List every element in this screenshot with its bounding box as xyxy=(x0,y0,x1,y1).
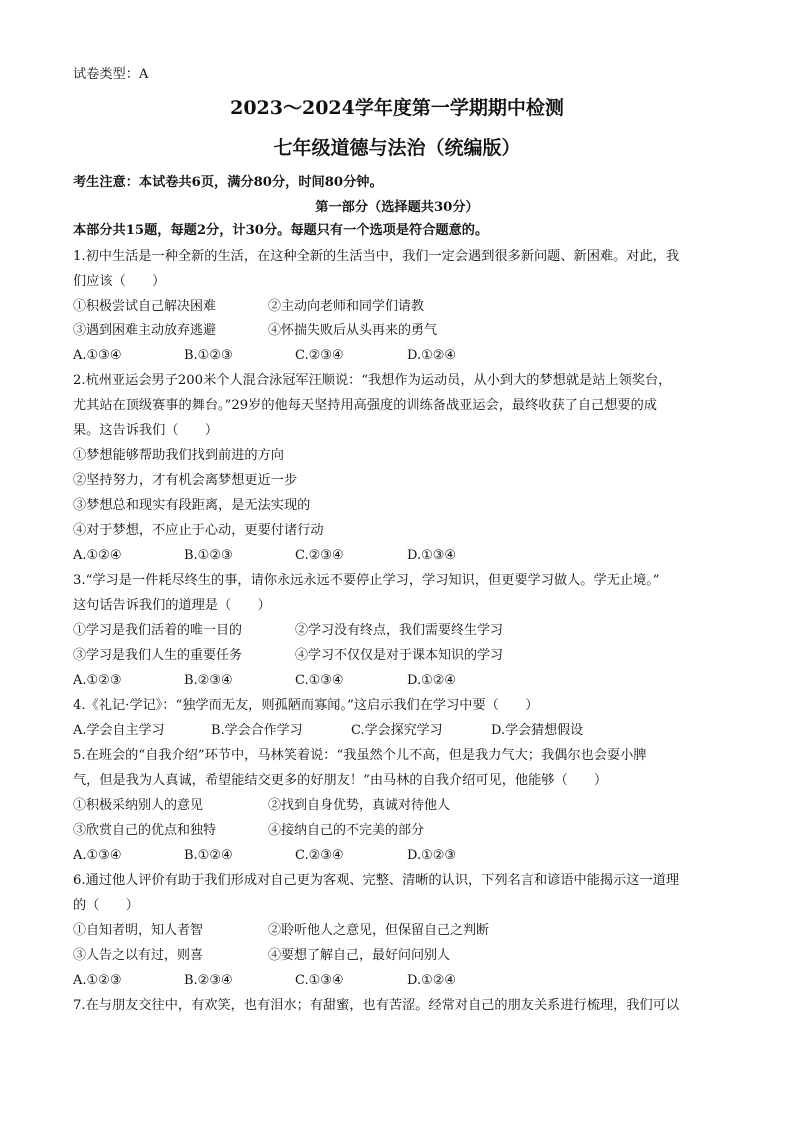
question-5-item-1: ①积极采纳别人的意见 xyxy=(73,798,204,813)
question-1-stem-line-1: 1.初中生活是一种全新的生活，在这种全新的生活当中，我们一定会遇到很多新问题、新困难。对此，我 xyxy=(73,249,680,264)
question-6-choice-d[interactable]: D.①②④ xyxy=(407,973,457,988)
question-6-choice-b[interactable]: B.②③④ xyxy=(184,973,233,988)
question-3-item-3: ③学习是我们人生的重要任务 xyxy=(73,648,243,663)
question-3-choice-c[interactable]: C.①③④ xyxy=(295,673,344,688)
question-6-stem-line-2: 的（ ） xyxy=(73,898,139,913)
question-2-choice-b[interactable]: B.①②③ xyxy=(184,548,233,563)
question-3-stem-line-2: 这句话告诉我们的道理是（ ） xyxy=(73,598,271,613)
question-1-item-4: ④怀揣失败后从头再来的勇气 xyxy=(268,323,438,338)
question-5-choice-c[interactable]: C.②③④ xyxy=(295,848,344,863)
question-2-item-4: ④对于梦想，不应止于心动，更要付诸行动 xyxy=(73,523,324,538)
question-1-choice-a[interactable]: A.①③④ xyxy=(73,348,122,363)
question-6-item-2: ②聆听他人之意见，但保留自己之判断 xyxy=(268,923,490,938)
exam-notice: 考生注意：本试卷共6页，满分80分，时间80分钟。 xyxy=(73,175,383,190)
exam-subtitle: 七年级道德与法治（统编版） xyxy=(273,137,521,159)
question-6-item-3: ③人告之以有过，则喜 xyxy=(73,948,204,963)
paper-type: 试卷类型：A xyxy=(73,67,149,82)
question-2-choice-d[interactable]: D.①③④ xyxy=(407,548,457,563)
question-4-choice-d[interactable]: D.学会猜想假设 xyxy=(491,723,584,738)
question-2-choice-a[interactable]: A.①②④ xyxy=(73,548,122,563)
question-1-choice-d[interactable]: D.①②④ xyxy=(407,348,457,363)
question-6-choice-c[interactable]: C.①③④ xyxy=(295,973,344,988)
question-2-stem-line-2: 尤其站在顶级赛事的舞台。”29岁的他每天坚持用高强度的训练备战亚运会，最终收获了自己想要的成 xyxy=(73,398,657,413)
question-2-stem-line-1: 2.杭州亚运会男子200米个人混合泳冠军汪顺说：“我想作为运动员，从小到大的梦想就是站上领奖台， xyxy=(73,373,672,388)
question-7-stem-line-1: 7.在与朋友交往中，有欢笑，也有泪水；有甜蜜，也有苦涩。经常对自己的朋友关系进行梳理，我们可以 xyxy=(73,998,680,1013)
question-5-stem-line-1: 5.在班会的“自我介绍”环节中，马林笑着说：“我虽然个儿不高，但是我力气大；我偶尔也会耍小脾 xyxy=(73,748,647,763)
question-1-choice-b[interactable]: B.①②③ xyxy=(184,348,233,363)
question-6-stem-line-1: 6.通过他人评价有助于我们形成对自己更为客观、完整、清晰的认识，下列名言和谚语中能揭示这一道理 xyxy=(73,873,680,888)
question-3-choice-b[interactable]: B.②③④ xyxy=(184,673,233,688)
section-intro: 本部分共15题，每题2分，计30分。每题只有一个选项是符合题意的。 xyxy=(73,223,489,238)
question-6-item-1: ①自知者明，知人者智 xyxy=(73,923,204,938)
question-1-item-1: ①积极尝试自己解决困难 xyxy=(73,299,217,314)
question-5-choice-b[interactable]: B.①②④ xyxy=(184,848,233,863)
question-4-stem-line-1: 4.《礼记·学记》：“独学而无友，则孤陋而寡闻。”这启示我们在学习中要（ ） xyxy=(73,698,539,713)
question-1-choice-c[interactable]: C.②③④ xyxy=(295,348,344,363)
question-1-stem-line-2: 们应该（ ） xyxy=(73,274,166,289)
question-5-item-2: ②找到自身优势，真诚对待他人 xyxy=(268,798,451,813)
question-2-item-2: ②坚持努力，才有机会离梦想更近一步 xyxy=(73,473,298,488)
question-3-item-2: ②学习没有终点，我们需要终生学习 xyxy=(295,623,504,638)
question-2-choice-c[interactable]: C.②③④ xyxy=(295,548,344,563)
question-4-choice-c[interactable]: C.学会探究学习 xyxy=(351,723,443,738)
question-2-item-3: ③梦想总和现实有段距离，是无法实现的 xyxy=(73,498,311,513)
question-3-stem-line-1: 3.“学习是一件耗尽终生的事，请你永远永远不要停止学习，学习知识，但更要学习做人。学无止境。” xyxy=(73,573,660,588)
question-2-stem-line-3: 果。这告诉我们（ ） xyxy=(73,423,219,438)
question-4-choice-a[interactable]: A.学会自主学习 xyxy=(73,723,165,738)
question-5-choice-d[interactable]: D.①②③ xyxy=(407,848,457,863)
question-1-item-2: ②主动向老师和同学们请教 xyxy=(268,299,425,314)
question-6-item-4: ④要想了解自己，最好问问别人 xyxy=(268,948,451,963)
question-5-item-4: ④接纳自己的不完美的部分 xyxy=(268,823,425,838)
question-3-item-4: ④学习不仅仅是对于课本知识的学习 xyxy=(295,648,504,663)
exam-title: 2023～2024学年度第一学期期中检测 xyxy=(230,97,564,119)
question-3-choice-a[interactable]: A.①②③ xyxy=(73,673,122,688)
question-5-stem-line-2: 气，但是我为人真诚，希望能结交更多的好朋友！”由马林的自我介绍可见，他能够（ ） xyxy=(73,773,608,788)
question-3-choice-d[interactable]: D.①②④ xyxy=(407,673,457,688)
question-4-choice-b[interactable]: B.学会合作学习 xyxy=(211,723,303,738)
question-5-choice-a[interactable]: A.①③④ xyxy=(73,848,122,863)
question-1-item-3: ③遇到困难主动放弃逃避 xyxy=(73,323,217,338)
question-6-choice-a[interactable]: A.①②③ xyxy=(73,973,122,988)
section-title: 第一部分（选择题共30分） xyxy=(315,200,479,215)
question-2-item-1: ①梦想能够帮助我们找到前进的方向 xyxy=(73,448,284,463)
question-3-item-1: ①学习是我们活着的唯一目的 xyxy=(73,623,243,638)
question-5-item-3: ③欣赏自己的优点和独特 xyxy=(73,823,217,838)
